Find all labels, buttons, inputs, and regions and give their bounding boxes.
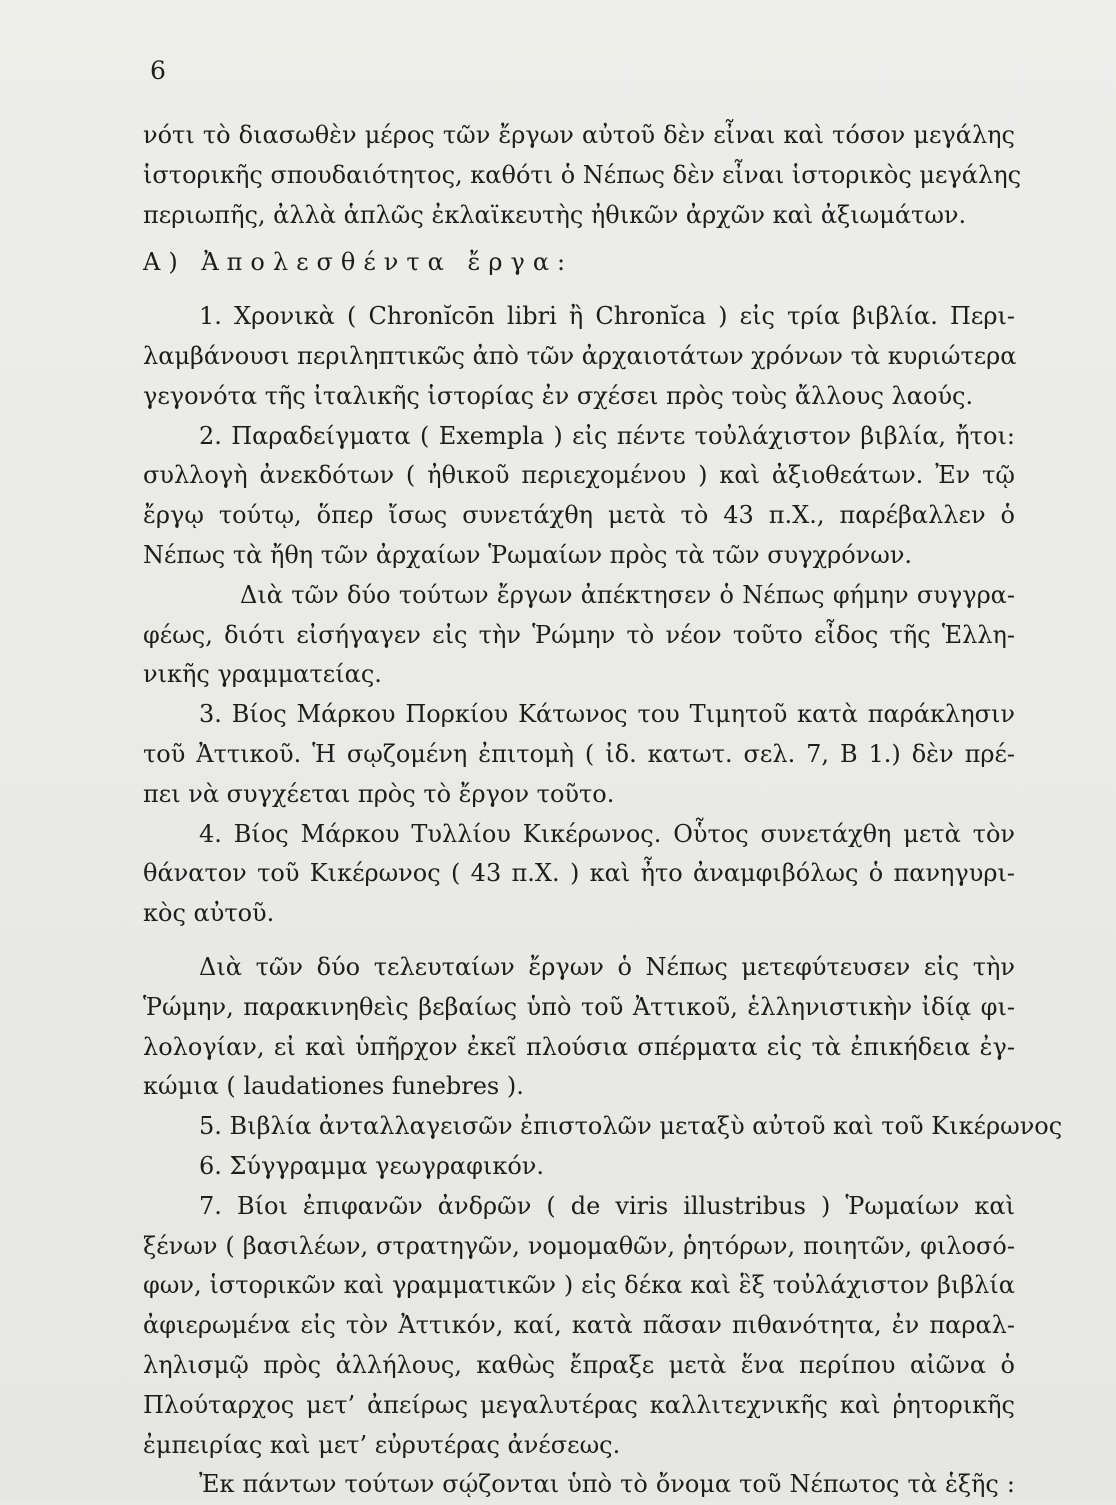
list-item-5: 5. Βιβλία ἀνταλλαγεισῶν ἐπιστολῶν μεταξὺ αὐτοῦ καὶ τοῦ Κικέρωνος [199, 1112, 1063, 1141]
list-item-4: 4. Βίος Μάρκου Τυλλίου Κικέρωνος. Οὗτος συνετάχθη μετὰ τὸν [199, 819, 1015, 848]
text-line: ξένων ( βασιλέων, στρατηγῶν, νομομαθῶν, ῥητόρων, ποιητῶν, φιλοσό- [143, 1231, 1015, 1260]
text-line: ἐμπειρίας καὶ μετ’ εὐρυτέρας ἀνέσεως. [143, 1430, 621, 1459]
text-line: θάνατον τοῦ Κικέρωνος ( 43 π.Χ. ) καὶ ἦτο ἀναμφιβόλως ὁ πανηγυρι- [143, 859, 1015, 888]
text-line: Πλούταρχος μετ’ ἀπείρως μεγαλυτέρας καλλιτεχνικῆς καὶ ῥητορικῆς [143, 1390, 1015, 1419]
body-text [143, 116, 1063, 1505]
text-line: φέως, διότι εἰσήγαγεν εἰς τὴν Ῥώμην τὸ νέον τοῦτο εἶδος τῆς Ἑλλη- [143, 620, 1015, 649]
list-item-2: 2. Παραδείγματα ( Exempla ) εἰς πέντε τοὐλάχιστον βιβλία, ἤτοι: [199, 421, 1015, 450]
section-heading: Α) Ἀπολεσθέντα ἔργα: [143, 248, 574, 277]
list-item-3: 3. Βίος Μάρκου Πορκίου Κάτωνος του Τιμητοῦ κατὰ παράκλησιν [199, 700, 1015, 729]
list-item-1: 1. Χρονικὰ ( Chronĭcōn libri ἢ Chronĭca ) εἰς τρία βιβλία. Περι- [199, 302, 1015, 331]
paragraph-line: Διὰ τῶν δύο τούτων ἔργων ἀπέκτησεν ὁ Νέπως φήμην συγγρα- [240, 580, 1015, 609]
text-line: ληλισμῷ πρὸς ἀλλήλους, καθὼς ἔπραξε μετὰ ἕνα περίπου αἰῶνα ὁ [143, 1350, 1015, 1379]
text-line: συλλογὴ ἀνεκδότων ( ἠθικοῦ περιεχομένου ) καὶ ἀξιοθεάτων. Ἐν τῷ [143, 461, 1015, 490]
text-line: ἔργῳ τούτῳ, ὅπερ ἴσως συνετάχθη μετὰ τὸ 43 π.Χ., παρέβαλλεν ὁ [143, 501, 1015, 530]
text-line: ἱστορικῆς σπουδαιότητος, καθότι ὁ Νέπως δὲν εἶναι ἱστορικὸς μεγάλης [143, 160, 1022, 189]
closing-line: Ἐκ πάντων τούτων σῴζονται ὑπὸ τὸ ὄνομα τοῦ Νέπωτος τὰ ἑξῆς : [199, 1470, 1015, 1499]
text-line: λαμβάνουσι περιληπτικῶς ἀπὸ τῶν ἀρχαιοτάτων χρόνων τὰ κυριώτερα [143, 341, 1017, 370]
text-line: πει νὰ συγχέεται πρὸς τὸ ἔργον τοῦτο. [143, 779, 615, 808]
page-number: 6 [150, 56, 166, 85]
text-line: τοῦ Ἀττικοῦ. Ἡ σῳζομένη ἐπιτομὴ ( ἰδ. κατωτ. σελ. 7, Β 1.) δὲν πρέ- [143, 739, 1015, 768]
text-line: γεγονότα τῆς ἰταλικῆς ἱστορίας ἐν σχέσει πρὸς τοὺς ἄλλους λαούς. [143, 381, 974, 410]
text-line: ἀφιερωμένα εἰς τὸν Ἀττικόν, καί, κατὰ πᾶσαν πιθανότητα, ἐν παραλ- [143, 1311, 1015, 1340]
text-line: Ῥώμην, παρακινηθεὶς βεβαίως ὑπὸ τοῦ Ἀττικοῦ, ἑλληνιστικὴν ἰδίᾳ φι- [143, 992, 1015, 1021]
text-line: νικῆς γραμματείας. [143, 660, 382, 689]
text-line: φων, ἱστορικῶν καὶ γραμματικῶν ) εἰς δέκα καὶ ἓξ τοὐλάχιστον βιβλία [143, 1271, 1015, 1300]
text-line: κὸς αὐτοῦ. [143, 899, 275, 928]
text-line: Νέπως τὰ ἤθη τῶν ἀρχαίων Ῥωμαίων πρὸς τὰ τῶν συγχρόνων. [143, 540, 913, 569]
text-line: λολογίαν, εἰ καὶ ὑπῆρχον ἐκεῖ πλούσια σπέρματα εἰς τὰ ἐπικήδεια ἐγ- [143, 1032, 1015, 1061]
list-item-7: 7. Βίοι ἐπιφανῶν ἀνδρῶν ( de viris illustribus ) Ῥωμαίων καὶ [199, 1191, 1015, 1220]
spacer [143, 934, 1015, 948]
list-item-6: 6. Σύγγραμμα γεωγραφικόν. [199, 1151, 545, 1180]
paragraph-line: Διὰ τῶν δύο τελευταίων ἔργων ὁ Νέπως μετεφύτευσεν εἰς τὴν [199, 952, 1015, 981]
spacer [143, 283, 1015, 297]
text-line: κώμια ( laudationes funebres ). [143, 1072, 524, 1101]
text-line: νότι τὸ διασωθὲν μέρος τῶν ἔργων αὐτοῦ δὲν εἶναι καὶ τόσον μεγάλης [143, 121, 1015, 149]
text-line: περιωπῆς, ἀλλὰ ἁπλῶς ἐκλαϊκευτὴς ἠθικῶν ἀρχῶν καὶ ἀξιωμάτων. [143, 200, 967, 229]
